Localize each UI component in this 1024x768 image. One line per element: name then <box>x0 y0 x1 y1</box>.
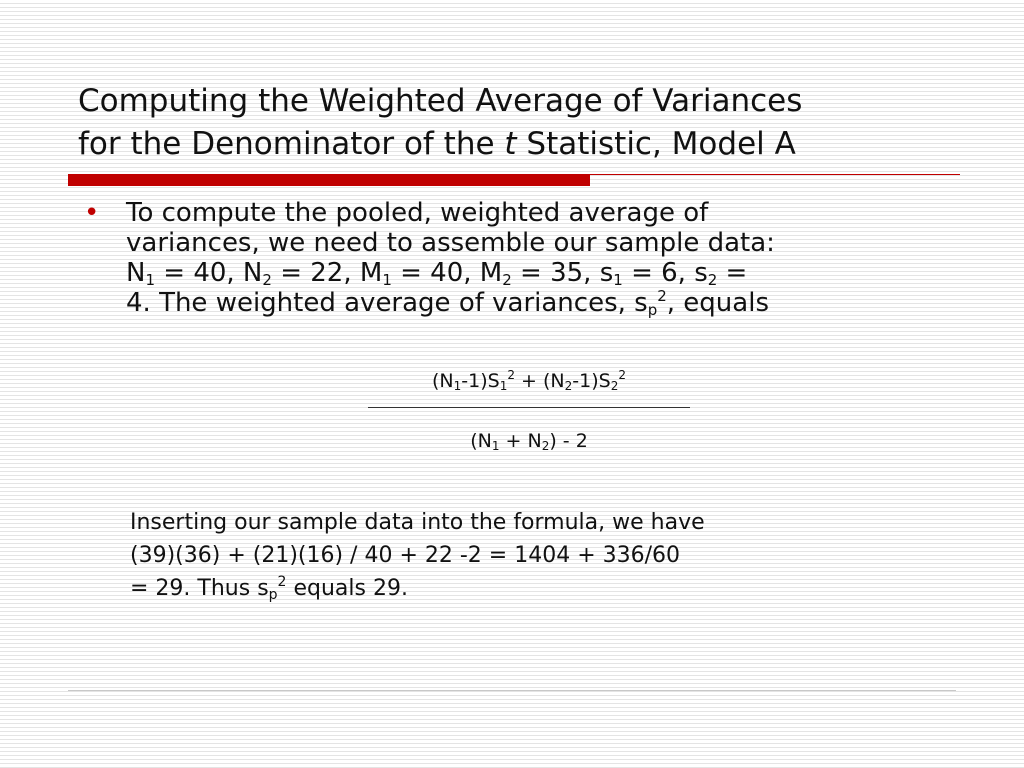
text-run: ) - 2 <box>549 430 588 452</box>
subscript: 2 <box>610 379 619 393</box>
title-underline-accent-bar <box>68 174 590 186</box>
subscript: 1 <box>382 271 392 289</box>
formula-denominator <box>368 428 690 454</box>
text-run: = 35, s <box>511 258 614 288</box>
text-run: + N <box>499 430 542 452</box>
text-run: -1)S <box>572 370 611 392</box>
title-line-2 <box>78 123 978 166</box>
text-run: -1)S <box>461 370 500 392</box>
subscript: 2 <box>564 379 573 393</box>
title-t-variable: t <box>504 126 517 162</box>
subscript: 1 <box>613 271 623 289</box>
text-run: 4. The weighted average of variances, s <box>126 288 648 318</box>
title-underline-rule <box>590 174 960 175</box>
title-line-2-start: for the Denominator of the <box>78 126 505 162</box>
superscript: 2 <box>507 368 515 382</box>
text-run: = 6, s <box>622 258 708 288</box>
text-run: equals 29. <box>286 576 408 601</box>
superscript: 2 <box>618 368 626 382</box>
title-line-1: Computing the Weighted Average of Variances <box>78 83 803 119</box>
text-run: = 22, M <box>271 258 383 288</box>
subscript: 1 <box>491 439 500 453</box>
text-run: = 40, M <box>391 258 503 288</box>
text-run: N <box>126 258 146 288</box>
text-run: , equals <box>666 288 769 318</box>
bullet-line-3-sample-data <box>126 258 926 288</box>
result-line-1: Inserting our sample data into the formula, we have <box>130 510 705 535</box>
text-run: + (N <box>515 370 565 392</box>
title-line-2-end: Statistic, Model A <box>516 126 796 162</box>
result-line-3-conclusion <box>130 572 910 605</box>
formula-numerator <box>368 368 690 394</box>
slide-title <box>78 80 978 166</box>
subscript: 1 <box>499 379 508 393</box>
bullet-paragraph <box>126 198 926 318</box>
result-line-2-calculation: (39)(36) + (21)(16) / 40 + 22 -2 = 1404 + 336/60 <box>130 543 681 568</box>
bullet-line-1: To compute the pooled, weighted average of <box>126 198 709 228</box>
subscript: 2 <box>262 271 272 289</box>
subscript: 1 <box>145 271 155 289</box>
footer-rule <box>68 690 956 691</box>
subscript: 2 <box>707 271 718 289</box>
subscript: 2 <box>502 271 512 289</box>
bullet-line-2: variances, we need to assemble our sample data: <box>126 228 775 258</box>
subscript: 2 <box>541 439 550 453</box>
text-run: = <box>717 258 748 288</box>
text-run: = 40, N <box>155 258 263 288</box>
bullet-icon: • <box>84 198 100 228</box>
bullet-line-4 <box>126 288 926 318</box>
result-paragraph <box>130 506 910 605</box>
fraction-bar <box>368 407 690 408</box>
subscript: p <box>268 587 278 603</box>
subscript: p <box>647 301 658 319</box>
superscript: 2 <box>657 287 667 305</box>
text-run: = 29. Thus s <box>130 576 269 601</box>
text-run: (N <box>432 370 454 392</box>
subscript: 1 <box>453 379 462 393</box>
superscript: 2 <box>277 574 287 590</box>
text-run: (N <box>470 430 492 452</box>
